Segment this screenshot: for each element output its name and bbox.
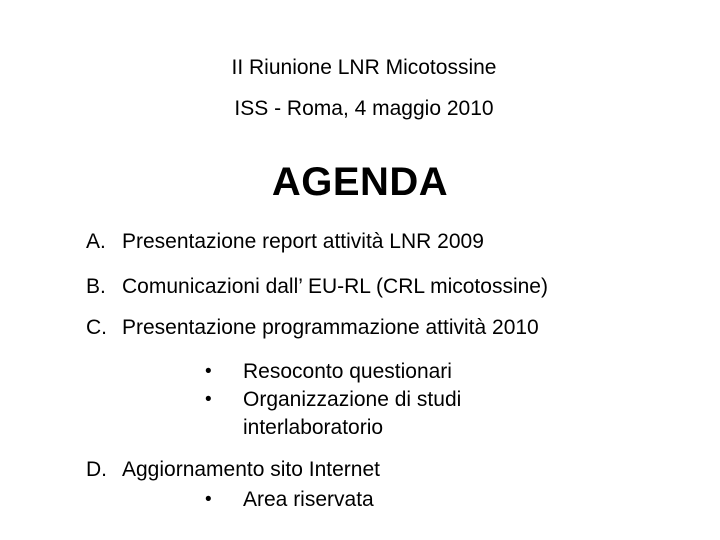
- bullet-icon: •: [205, 389, 212, 410]
- agenda-item-letter: D.: [86, 458, 107, 481]
- agenda-item-d: [86, 458, 380, 482]
- bullet-icon: •: [205, 361, 212, 382]
- agenda-item-letter: A.: [86, 230, 106, 253]
- agenda-item-text: Presentazione report attività LNR 2009: [122, 230, 484, 253]
- agenda-item-c: [86, 316, 539, 340]
- meeting-title: II Riunione LNR Micotossine: [231, 56, 497, 79]
- page-title: AGENDA: [271, 160, 449, 204]
- agenda-subitem-line: Organizzazione di studi: [243, 388, 462, 411]
- agenda-subitem-line: interlaboratorio: [243, 416, 384, 439]
- agenda-item-text: Comunicazioni dall’ EU-RL (CRL micotossine): [122, 275, 548, 298]
- agenda-item-letter: C.: [86, 316, 107, 339]
- agenda-subitem-text: Area riservata: [243, 488, 374, 511]
- agenda-subitem-text: Resoconto questionari: [243, 360, 452, 383]
- agenda-item-text: Presentazione programmazione attività 2010: [122, 316, 539, 339]
- meeting-location-date: ISS - Roma, 4 maggio 2010: [234, 97, 494, 120]
- agenda-item-text: Aggiornamento sito Internet: [122, 458, 380, 481]
- agenda-subitem-text: [243, 386, 461, 442]
- agenda-item-a: [86, 230, 484, 254]
- bullet-icon: •: [205, 489, 212, 510]
- agenda-item-letter: B.: [86, 275, 106, 298]
- agenda-item-b: [86, 275, 548, 299]
